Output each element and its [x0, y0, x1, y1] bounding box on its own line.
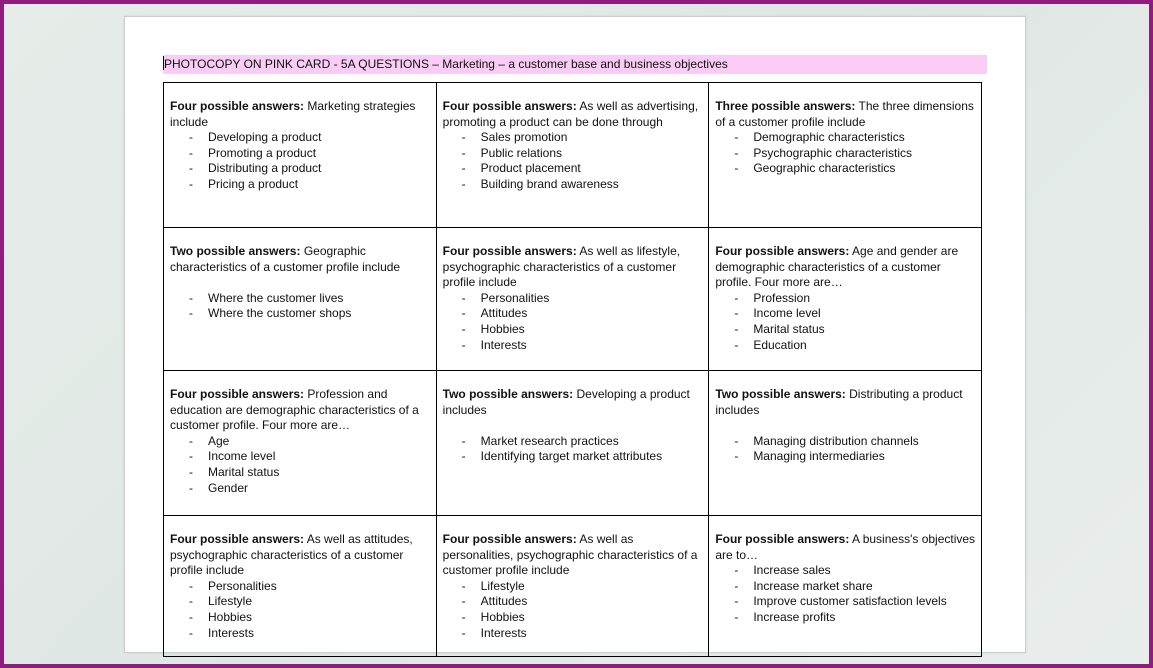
- card-lead: Two possible answers:: [170, 244, 301, 258]
- card-lead: Four possible answers:: [442, 99, 577, 113]
- answer-list: [443, 434, 704, 465]
- question-card[interactable]: [709, 83, 982, 228]
- card-lead: Four possible answers:: [170, 99, 305, 113]
- answer-item: - Sales promotion: [443, 130, 704, 146]
- answer-item: - Education: [715, 338, 976, 354]
- answer-item: - Building brand awareness: [443, 177, 704, 193]
- answer-item: - Income level: [715, 306, 976, 322]
- table-row: [164, 228, 982, 371]
- answer-list: [715, 434, 976, 465]
- answer-item: - Where the customer lives: [170, 291, 431, 307]
- answer-list: [170, 291, 431, 322]
- answer-item: - Where the customer shops: [170, 306, 431, 322]
- card-lead: Two possible answers:: [715, 387, 846, 401]
- answer-item: - Lifestyle: [170, 594, 431, 610]
- answer-list: [170, 579, 431, 641]
- card-question: Marketing strategies include: [170, 99, 416, 129]
- answer-item: - Managing intermediaries: [715, 449, 976, 465]
- question-card[interactable]: [709, 516, 982, 657]
- card-lead: Two possible answers:: [442, 387, 574, 401]
- answer-list: [443, 291, 704, 353]
- question-card[interactable]: [436, 83, 709, 228]
- answer-item: - Increase sales: [715, 563, 976, 579]
- answer-list: [715, 291, 976, 353]
- answer-item: - Attitudes: [443, 594, 704, 610]
- answer-item: - Income level: [170, 449, 431, 465]
- question-card[interactable]: [164, 228, 437, 371]
- document-title[interactable]: [163, 55, 987, 74]
- card-question: Profession and education are demographic characteristics of a customer profile. Four more are…: [170, 387, 419, 433]
- card-question: As well as advertising, promoting a product can be done through: [442, 99, 699, 129]
- document-page: [124, 16, 1026, 653]
- card-lead: Four possible answers:: [170, 387, 305, 401]
- question-card[interactable]: [164, 371, 437, 516]
- card-lead: Four possible answers:: [170, 532, 305, 546]
- card-lead: Four possible answers:: [715, 532, 850, 546]
- card-question: The three dimensions of a customer profile include: [715, 99, 974, 129]
- card-question: Age and gender are demographic characteristics of a customer profile. Four more are…: [715, 244, 959, 290]
- answer-item: - Attitudes: [443, 306, 704, 322]
- answer-item: - Pricing a product: [170, 177, 431, 193]
- answer-item: - Demographic characteristics: [715, 130, 976, 146]
- answer-item: - Market research practices: [443, 434, 704, 450]
- answer-item: - Promoting a product: [170, 146, 431, 162]
- question-table: [163, 82, 982, 657]
- question-card[interactable]: [436, 371, 709, 516]
- card-lead: Four possible answers:: [715, 244, 850, 258]
- question-card[interactable]: [436, 228, 709, 371]
- answer-list: [715, 563, 976, 625]
- card-lead: Four possible answers:: [442, 244, 577, 258]
- question-card[interactable]: [436, 516, 709, 657]
- answer-item: - Identifying target market attributes: [443, 449, 704, 465]
- answer-list: [170, 434, 431, 496]
- question-card[interactable]: [709, 371, 982, 516]
- answer-list: [443, 579, 704, 641]
- card-question: As well as lifestyle, psychographic characteristics of a customer profile include: [442, 244, 681, 290]
- question-card[interactable]: [164, 83, 437, 228]
- answer-item: - Geographic characteristics: [715, 161, 976, 177]
- answer-item: - Distributing a product: [170, 161, 431, 177]
- document-title-text: PHOTOCOPY ON PINK CARD - 5A QUESTIONS – Marketing – a customer base and business objectives: [164, 57, 728, 71]
- answer-item: - Managing distribution channels: [715, 434, 976, 450]
- answer-item: - Marital status: [715, 322, 976, 338]
- answer-item: - Public relations: [443, 146, 704, 162]
- question-card[interactable]: [709, 228, 982, 371]
- card-question: As well as attitudes, psychographic characteristics of a customer profile include: [170, 532, 413, 578]
- answer-item: - Age: [170, 434, 431, 450]
- card-lead: Three possible answers:: [715, 99, 856, 113]
- card-question: A business's objectives are to…: [715, 532, 976, 562]
- table-row: [164, 83, 982, 228]
- answer-item: - Interests: [443, 338, 704, 354]
- answer-item: - Increase profits: [715, 610, 976, 626]
- answer-item: - Psychographic characteristics: [715, 146, 976, 162]
- answer-item: - Hobbies: [170, 610, 431, 626]
- answer-item: - Hobbies: [443, 610, 704, 626]
- question-card[interactable]: [164, 516, 437, 657]
- card-question: Distributing a product includes: [715, 387, 963, 417]
- answer-item: - Lifestyle: [443, 579, 704, 595]
- answer-list: [170, 130, 431, 192]
- answer-item: - Personalities: [170, 579, 431, 595]
- card-question: Geographic characteristics of a customer profile include: [170, 244, 401, 274]
- answer-item: - Interests: [443, 626, 704, 642]
- answer-item: - Product placement: [443, 161, 704, 177]
- answer-item: - Marital status: [170, 465, 431, 481]
- table-row: [164, 516, 982, 657]
- table-row: [164, 371, 982, 516]
- card-question: As well as personalities, psychographic characteristics of a customer profile include: [442, 532, 698, 578]
- answer-item: - Improve customer satisfaction levels: [715, 594, 976, 610]
- answer-item: - Developing a product: [170, 130, 431, 146]
- answer-item: - Profession: [715, 291, 976, 307]
- answer-list: [443, 130, 704, 192]
- answer-item: - Gender: [170, 481, 431, 497]
- card-question: Developing a product includes: [442, 387, 690, 417]
- answer-item: - Interests: [170, 626, 431, 642]
- answer-item: - Personalities: [443, 291, 704, 307]
- answer-list: [715, 130, 976, 177]
- answer-item: - Hobbies: [443, 322, 704, 338]
- card-lead: Four possible answers:: [442, 532, 577, 546]
- answer-item: - Increase market share: [715, 579, 976, 595]
